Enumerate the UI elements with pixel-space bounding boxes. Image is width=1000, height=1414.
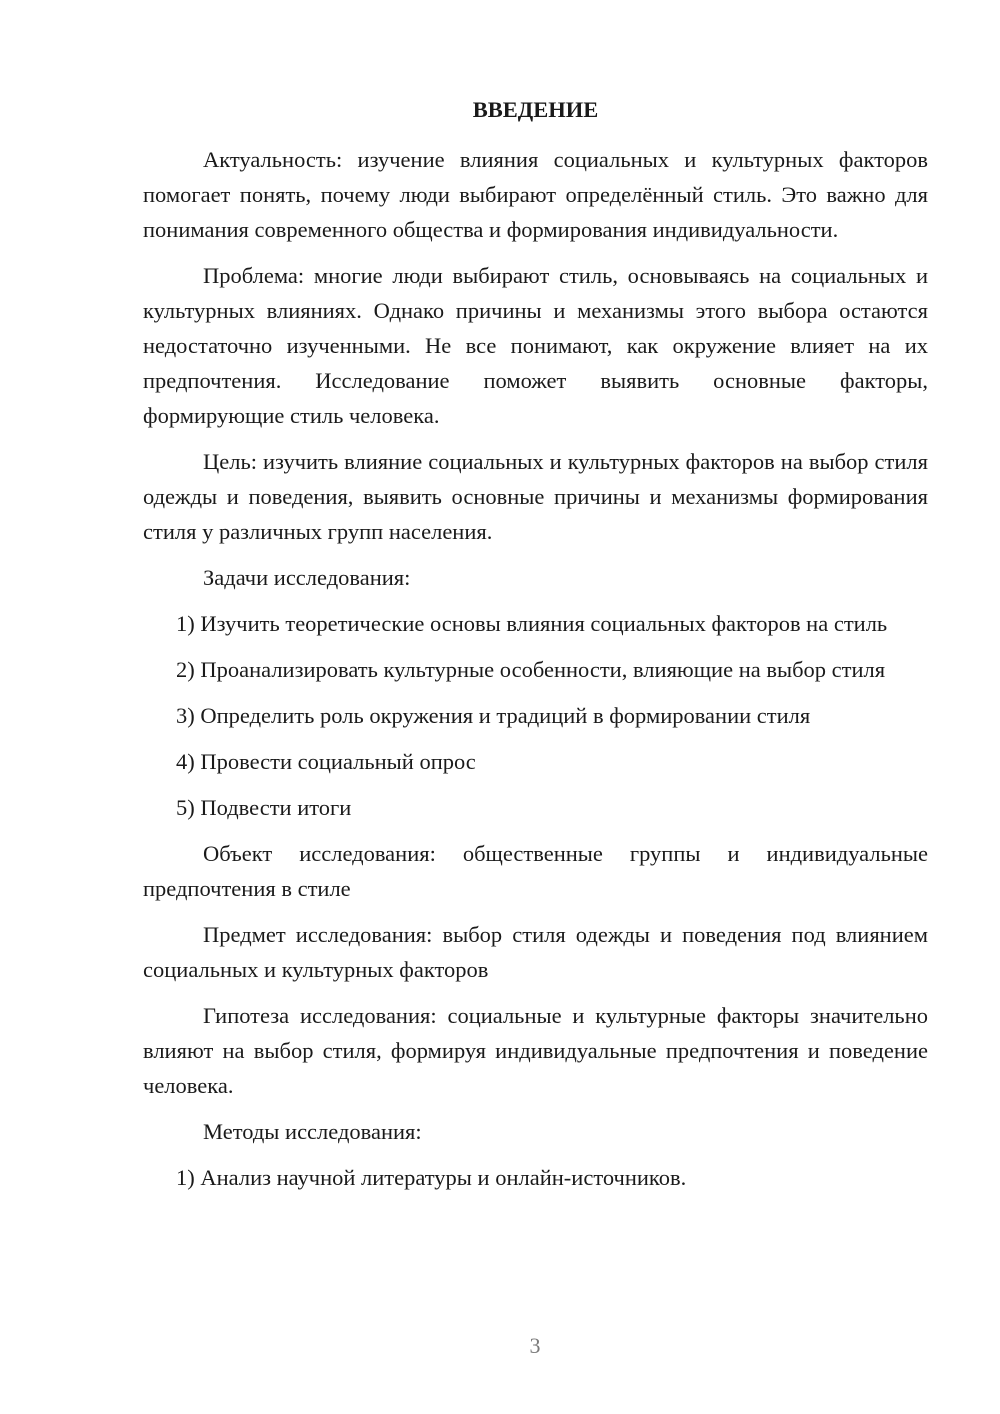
task-item: 3) Определить роль окружения и традиций в формировании стиля <box>176 703 811 728</box>
paragraph-tasks-title: Задачи исследования: <box>203 565 411 590</box>
task-item: 4) Провести социальный опрос <box>176 749 476 774</box>
paragraph-subject: Предмет исследования: выбор стиля одежды и поведения под влиянием социальных и культурных факторов <box>143 922 928 982</box>
task-item: 1) Изучить теоретические основы влияния социальных факторов на стиль <box>176 611 888 636</box>
section-heading: ВВЕДЕНИЕ <box>472 97 599 122</box>
page-content <box>143 92 928 1206</box>
paragraph-methods-title: Методы исследования: <box>203 1119 422 1144</box>
paragraph-goal: Цель: изучить влияние социальных и культурных факторов на выбор стиля одежды и поведения, выявить основные причины и механизмы формирования стиля у различных групп населения. <box>143 449 928 544</box>
method-item: 1) Анализ научной литературы и онлайн-источников. <box>176 1165 687 1190</box>
task-item: 2) Проанализировать культурные особенности, влияющие на выбор стиля <box>176 657 886 682</box>
paragraph-relevance: Актуальность: изучение влияния социальных и культурных факторов помогает понять, почему люди выбирают определённый стиль. Это важно для понимания современного общества и формирования индивидуальности. <box>143 147 928 242</box>
page-number: 3 <box>529 1333 541 1358</box>
task-item: 5) Подвести итоги <box>176 795 352 820</box>
paragraph-problem: Проблема: многие люди выбирают стиль, основываясь на социальных и культурных влияниях. Однако причины и механизмы этого выбора остаются недостаточно изученными. Не все понимают, как окружение влияет на их предпочтения. Исследование поможет выявить основные факторы, формирующие стиль человека. <box>143 263 928 428</box>
paragraph-hypothesis: Гипотеза исследования: социальные и культурные факторы значительно влияют на выбор стиля, формируя индивидуальные предпочтения и поведение человека. <box>143 1003 928 1098</box>
paragraph-object: Объект исследования: общественные группы и индивидуальные предпочтения в стиле <box>143 841 928 901</box>
